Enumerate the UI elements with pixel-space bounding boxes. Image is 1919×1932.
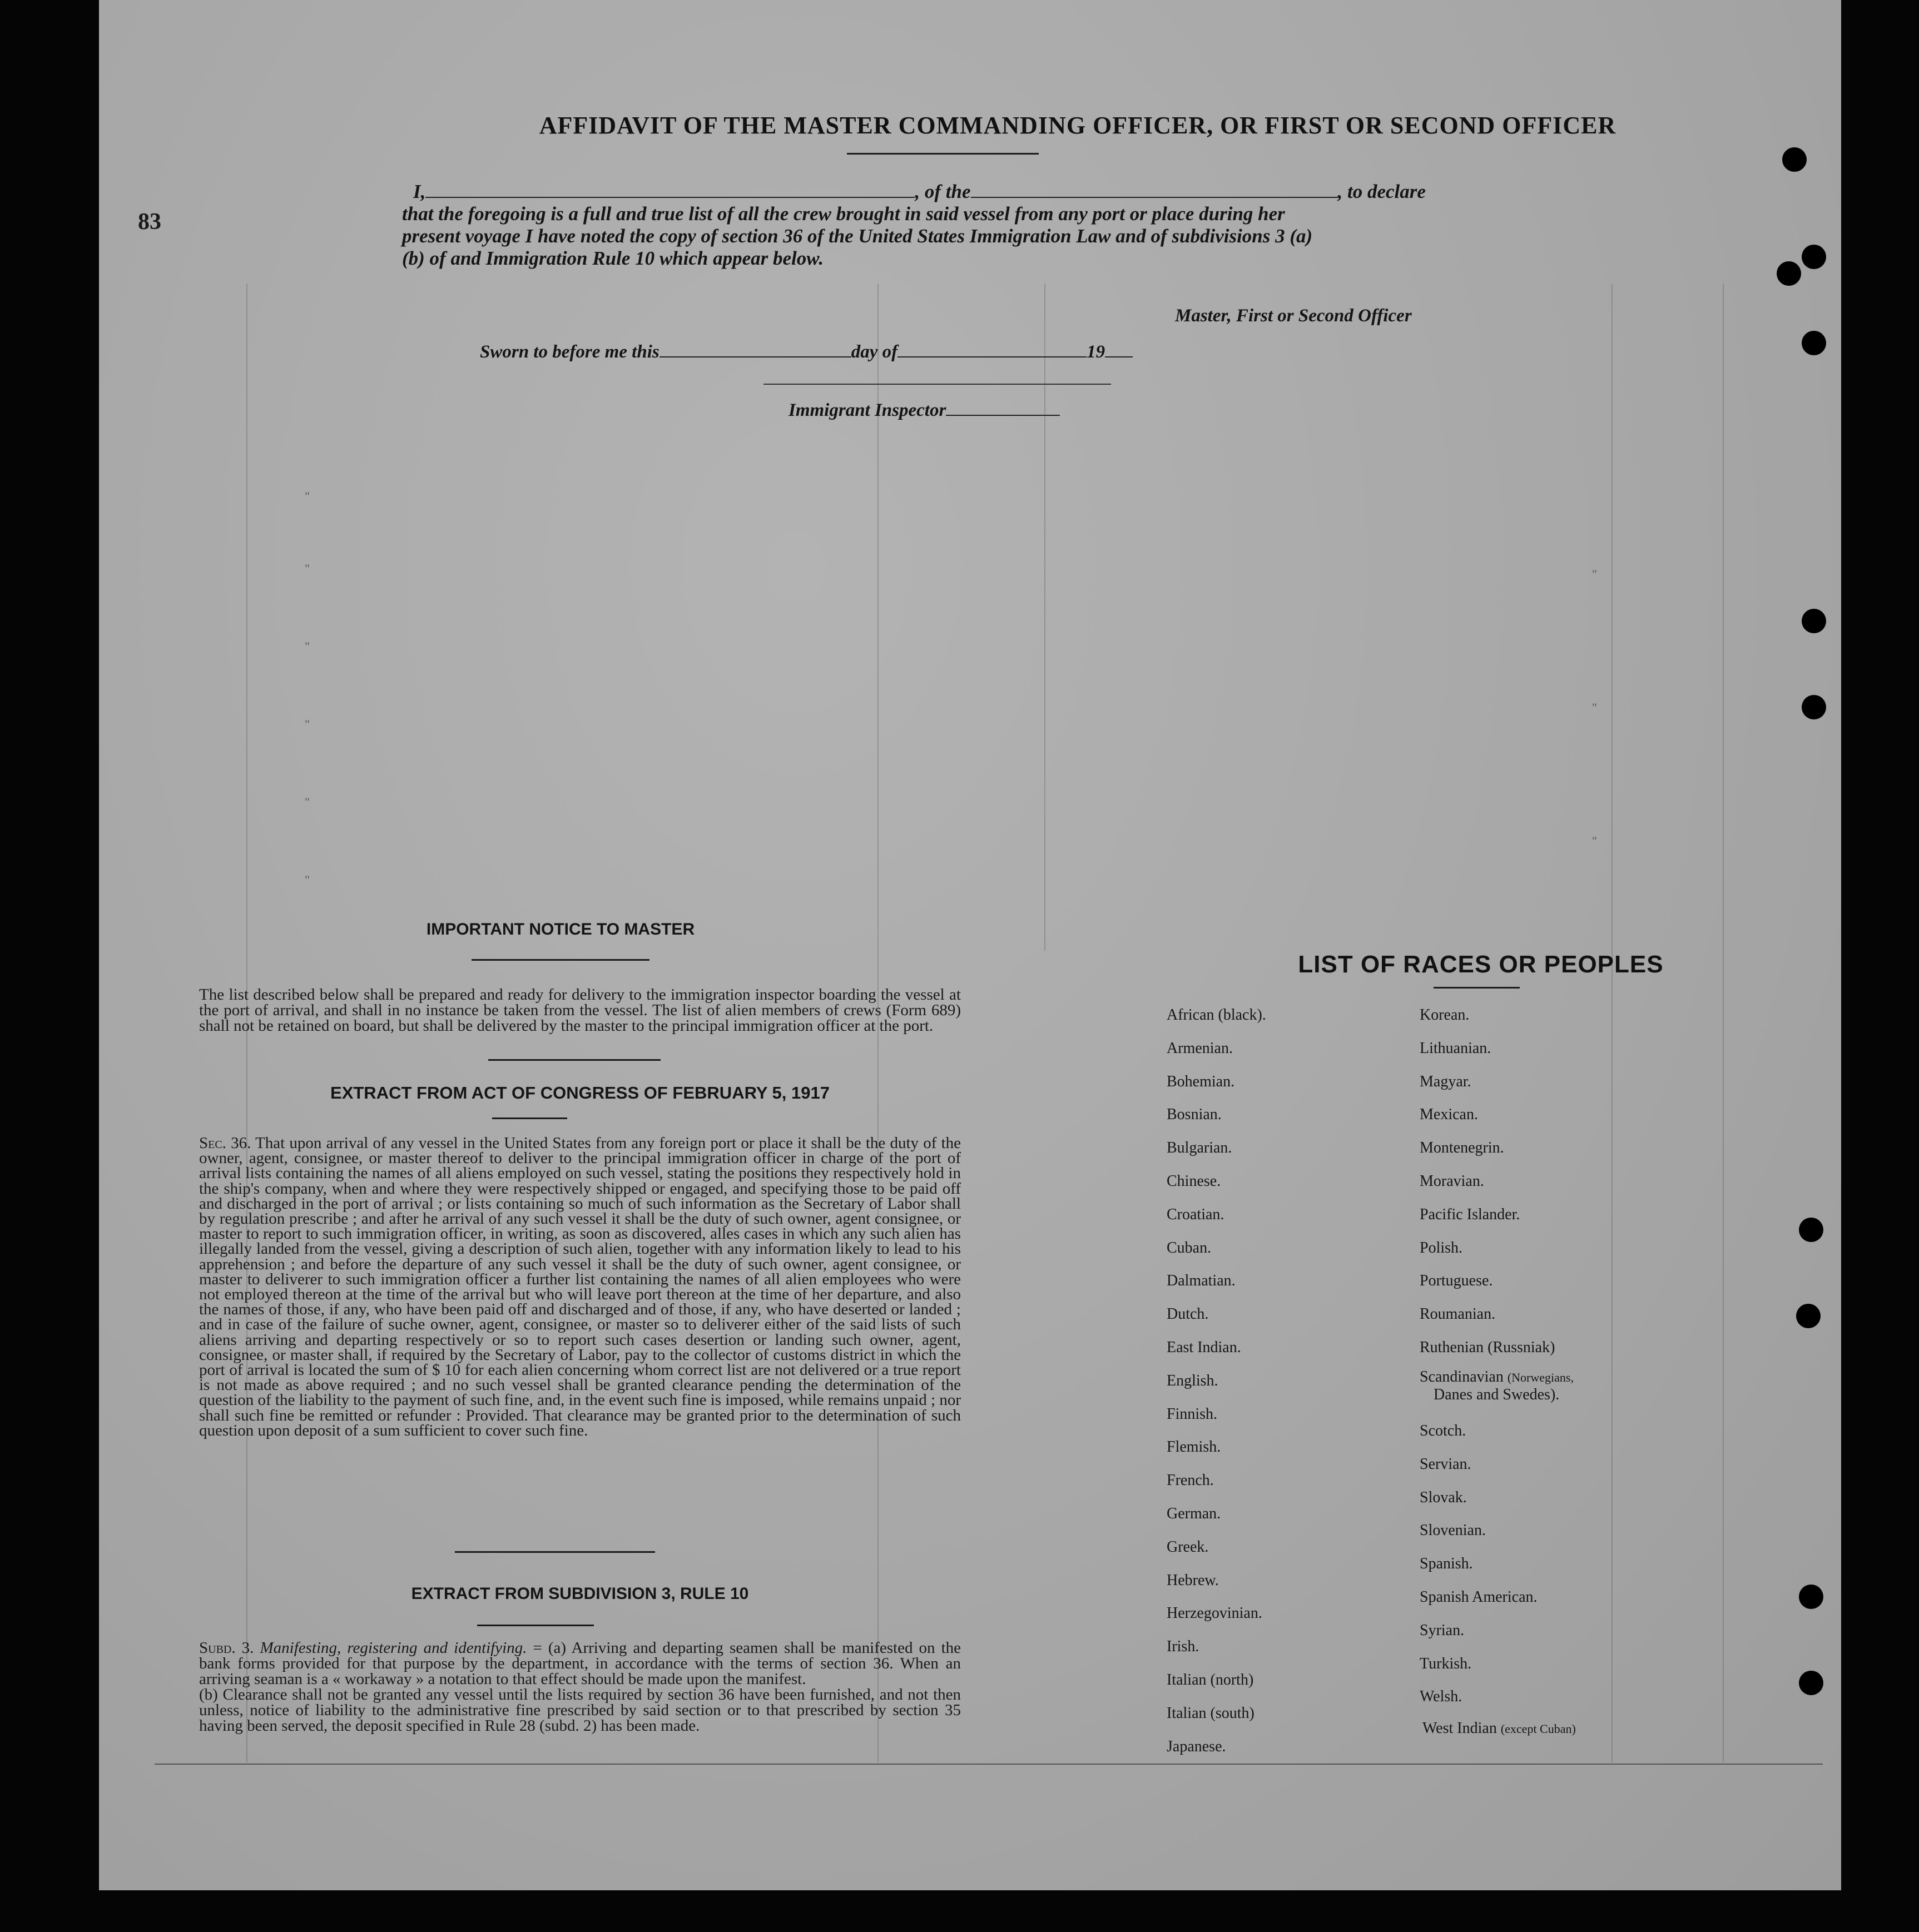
notice-body: The list described below shall be prepared and ready for delivery to the immigration inspector boarding the vessel at the port of arrival, and shall in no instance be taken from the vessel. The list of alien members of crews (Form 689) shall not be retained on board, but shall be delivered by the master to the principal immigration officer at the port. [199, 986, 961, 1035]
master-signature-label: Master, First or Second Officer [1175, 306, 1412, 326]
title-rule [847, 153, 1039, 155]
grid-line [1723, 284, 1724, 1762]
ditto-mark: " [305, 717, 310, 731]
race-item: Slovenian. [1420, 1522, 1486, 1539]
race-item-west-indian [1422, 1720, 1576, 1737]
day-of-label: day of [851, 342, 898, 362]
subd-label: Subd. 3. [199, 1639, 254, 1657]
race-item: Roumanian. [1420, 1305, 1496, 1323]
act-body [199, 1136, 961, 1438]
sworn-month-blank[interactable] [897, 356, 1087, 357]
year-prefix: 19 [1087, 342, 1105, 362]
bottom-rule [155, 1764, 1823, 1765]
race-item: Pacific Islander. [1420, 1205, 1520, 1223]
punch-hole [1802, 695, 1826, 719]
race-item: Japanese. [1167, 1737, 1226, 1755]
race-item: Spanish American. [1420, 1588, 1538, 1606]
year-blank[interactable] [1105, 356, 1133, 357]
notice-rule [472, 959, 649, 961]
race-item: Bosnian. [1167, 1106, 1222, 1124]
margin-number: 83 [138, 209, 161, 235]
race-item: Spanish. [1420, 1555, 1473, 1573]
act-sec-label: Sec. 36. [199, 1134, 251, 1152]
sworn-label: Sworn to before me this [480, 342, 659, 362]
race-item: Portuguese. [1420, 1272, 1493, 1290]
race-item: Servian. [1420, 1455, 1471, 1473]
declaration-of-the: , of the [915, 181, 971, 202]
declaration-line-3: present voyage I have noted the copy of section 36 of the United States Immigration Law and of subdivisions 3 (a) [402, 225, 1313, 247]
vessel-blank[interactable] [971, 197, 1338, 198]
race-item: Chinese. [1167, 1173, 1221, 1190]
ditto-mark: " [305, 795, 310, 809]
punch-hole [1802, 245, 1826, 269]
race-item: Lithuanian. [1420, 1039, 1491, 1057]
punch-hole [1799, 1585, 1823, 1609]
subdivision-title: EXTRACT FROM SUBDIVISION 3, RULE 10 [411, 1585, 749, 1603]
race-item: Cuban. [1167, 1239, 1212, 1256]
act-rule [492, 1118, 567, 1119]
race-item: Montenegrin. [1420, 1139, 1504, 1157]
punch-hole [1802, 331, 1826, 355]
race-item: Welsh. [1420, 1688, 1462, 1706]
subd-para-1: = (a) Arriving and departing seamen shall be manifested on the bank forms provided for that purpose by the department, in accordance with the terms of section 36. When an arriving seaman is a « workaway » a notation to that effect should be made upon the manifest. [199, 1639, 961, 1688]
race-item: Dutch. [1167, 1305, 1209, 1323]
race-item: Hebrew. [1167, 1571, 1219, 1589]
grid-line [1611, 284, 1613, 1762]
ditto-mark: " [1592, 701, 1597, 714]
punch-hole [1799, 1671, 1823, 1695]
race-item: Mexican. [1420, 1106, 1478, 1124]
signature-rule [763, 384, 1111, 385]
race-item: Korean. [1420, 1006, 1470, 1024]
inspector-blank[interactable] [946, 415, 1060, 416]
race-item: English. [1167, 1372, 1218, 1389]
declaration-line-4: (b) of and Immigration Rule 10 which appear below. [402, 247, 824, 269]
punch-hole [1782, 147, 1807, 172]
race-item: Italian (south) [1167, 1704, 1254, 1722]
race-note: (except Cuban) [1500, 1722, 1576, 1736]
punch-hole [1796, 1304, 1821, 1328]
races-rule [1434, 987, 1520, 989]
race-item: Flemish. [1167, 1438, 1221, 1456]
declaration-i: I, [413, 181, 426, 202]
act-title: EXTRACT FROM ACT OF CONGRESS OF FEBRUARY 5, 1917 [330, 1083, 830, 1102]
notice-title: IMPORTANT NOTICE TO MASTER [426, 920, 695, 938]
race-item: Armenian. [1167, 1039, 1233, 1057]
notice-bottom-rule [488, 1059, 661, 1061]
punch-hole [1799, 1218, 1823, 1242]
subd-para-2: (b) Clearance shall not be granted any vessel until the lists required by section 36 have been furnished, and not then unless, notice of liability to the administrative fine prescribed by said section or to that prescribed by section 35 having been served, the deposit specified in Rule 28 (subd. 2) has been made. [199, 1686, 961, 1735]
declaration-to-declare: , to declare [1337, 181, 1426, 202]
race-item: Slovak. [1420, 1488, 1467, 1506]
subd-heading: Manifesting, registering and identifying. [260, 1639, 527, 1657]
inspector-label: Immigrant Inspector [789, 400, 946, 420]
race-item: Bulgarian. [1167, 1139, 1232, 1157]
race-item: French. [1167, 1472, 1214, 1489]
affidavit-title: AFFIDAVIT OF THE MASTER COMMANDING OFFICER, OR FIRST OR SECOND OFFICER [539, 112, 1616, 139]
act-bottom-rule [455, 1551, 655, 1553]
race-item: Greek. [1167, 1538, 1209, 1556]
race-item: Finnish. [1167, 1405, 1218, 1423]
sworn-day-blank[interactable] [659, 356, 851, 357]
race-item: German. [1167, 1505, 1221, 1522]
race-item: Ruthenian (Russniak) [1420, 1339, 1555, 1356]
race-item: Polish. [1420, 1239, 1463, 1256]
inspector-line [789, 400, 1060, 421]
race-item: Moravian. [1420, 1173, 1484, 1190]
ditto-mark: " [1592, 834, 1597, 848]
race-item: Turkish. [1420, 1655, 1472, 1672]
punch-hole [1777, 261, 1801, 286]
race-item: Magyar. [1420, 1072, 1471, 1090]
ditto-mark: " [305, 489, 310, 503]
race-item: Dalmatian. [1167, 1272, 1236, 1290]
race-item: Scotch. [1420, 1422, 1466, 1439]
races-title: LIST OF RACES OR PEOPLES [1298, 951, 1664, 978]
race-item: Syrian. [1420, 1621, 1465, 1639]
ditto-mark: " [1592, 567, 1597, 581]
act-text: That upon arrival of any vessel in the United States from any foreign port or place it shall be the duty of the owner, agent, consignee, or master thereof to deliver to the principal immigration officer in charge of the port of arrival lists containing the names of all aliens employed on such vessel, stating the positions they respectively hold in the ship's company, when and where they were respectively shipped or engaged, and specifying those to be paid off and discharged in the port of arrival ; or lists containing so much of such information as the Secretary of Labor shall by regulation prescribe ; and after he arrival of any such vessel it shall be the duty of such owner, agent consignee, or master to report to such immigration officer, in writing, as soon as discovered, alles cases in which any such alien has illegally landed from the vessel, giving a description of such alien, together with any information likely to lead to his apprehension ; and before the departure of any such vessel it shall be the duty of such owner, agent consignee, or master to deliverer to such immigration officer a further list containing the names of all alien employees who were not employed thereon at the time of the arrival but who will leave port thereon at the time of her departure, and also the names of those, if any, who have been paid off and discharged and of those, if any, who have deserted or landed ; and in case of the failure of suche owner, agent, consignee, or master so to deliverer either of the said lists of such aliens arriving and departing respectively or so to report such cases desertion or landing such owner, agent, consignee, or master shall, if required by the Secretary of Labor, pay to the collector of customs district in which the port of arrival is located the sum of $ 10 for each alien concerning whom correct list are not delivered or a true report is not made as above required ; and no such vessel shall be granted clearance pending the determination of the question of the liability to the payment of such fine, and, in the event such fine is imposed, while remains unpaid ; nor shall such fine be remitted or refunder : Provided. That clearance may be granted prior to the determination of such question upon deposit of a sum sufficient to cover such fine. [199, 1134, 961, 1439]
sworn-line [480, 342, 1133, 362]
manifest-sheet [99, 0, 1841, 1890]
race-item: Croatian. [1167, 1205, 1224, 1223]
name-blank[interactable] [425, 197, 915, 198]
race-item: Bohemian. [1167, 1072, 1235, 1090]
subdivision-body [199, 1640, 961, 1734]
ditto-mark: " [305, 639, 310, 653]
race-item: Herzegovinian. [1167, 1605, 1262, 1622]
race-note: (Norwegians, [1507, 1370, 1574, 1384]
subdivision-rule [477, 1625, 594, 1626]
ditto-mark: " [305, 873, 310, 887]
race-label: West Indian [1422, 1720, 1497, 1737]
race-item-scandinavian [1420, 1368, 1574, 1386]
declaration-line-1 [399, 181, 1623, 203]
declaration-line-2: that the foregoing is a full and true list of all the crew brought in said vessel from any port or place during her [402, 203, 1285, 225]
race-item: Irish. [1167, 1638, 1199, 1656]
race-item-scandinavian-line2: Danes and Swedes). [1434, 1386, 1560, 1403]
race-label: Scandinavian [1420, 1368, 1504, 1385]
race-item: African (black). [1167, 1006, 1266, 1024]
ditto-mark: " [305, 562, 310, 575]
race-item: East Indian. [1167, 1339, 1241, 1356]
punch-hole [1802, 609, 1826, 633]
race-item: Italian (north) [1167, 1671, 1254, 1688]
